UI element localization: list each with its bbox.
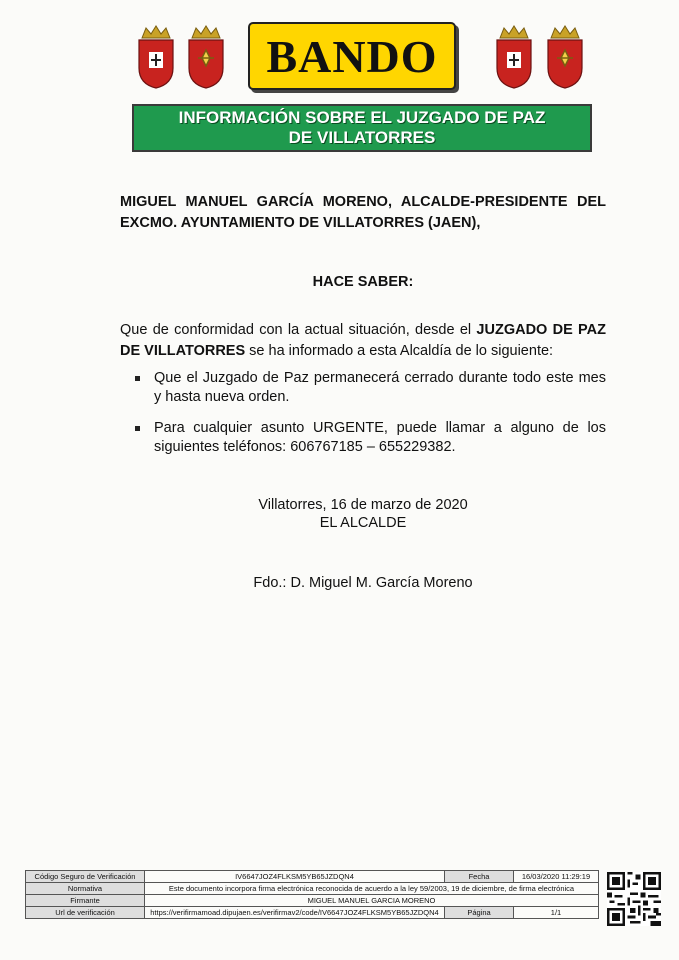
table-row (26, 871, 599, 883)
fecha-label: Fecha (445, 871, 514, 883)
place-date-block (120, 496, 606, 532)
author-line-2: EXCMO. AYUNTAMIENTO DE VILLATORRES (JAEN), (120, 215, 481, 231)
signature-line: Fdo.: D. Miguel M. García Moreno (253, 575, 473, 591)
coat-of-arms-icon (186, 24, 226, 90)
csv-value: IV6647JOZ4FLKSM5YB65JZDQN4 (145, 871, 445, 883)
normativa-label: Normativa (26, 883, 145, 895)
notice-list (120, 369, 606, 469)
firmante-value: MIGUEL MANUEL GARCIA MORENO (145, 895, 599, 907)
banner-line-2: DE VILLATORRES (288, 128, 436, 147)
intro-text: Que de conformidad con la actual situación, desde el (120, 322, 477, 338)
pagina-value: 1/1 (514, 907, 599, 919)
coat-of-arms-icon (545, 24, 585, 90)
bando-title: BANDO (266, 30, 438, 82)
csv-label: Código Seguro de Verificación (26, 871, 145, 883)
banner-line-1: INFORMACIÓN SOBRE EL JUZGADO DE PAZ (178, 108, 546, 127)
firmante-label: Firmante (26, 895, 145, 907)
intro-text-end: se ha informado a esta Alcaldía de lo siguiente: (245, 343, 554, 359)
verification-url[interactable]: https://verifirmamoad.dipujaen.es/verifirmav2/code/IV6647JOZ4FLKSM5YB65JZDQN4 (145, 907, 445, 919)
place-date: Villatorres, 16 de marzo de 2020 (258, 497, 468, 513)
author-line-1: MIGUEL MANUEL GARCÍA MORENO, ALCALDE-PRESIDENTE DEL (120, 194, 606, 210)
signer-role: EL ALCALDE (319, 515, 407, 531)
table-row (26, 883, 599, 895)
author-heading (120, 192, 606, 234)
bando-badge (248, 22, 456, 90)
intro-paragraph (120, 320, 606, 362)
hace-saber-heading: HACE SABER: (312, 274, 414, 290)
topic-banner (132, 104, 592, 152)
table-row (26, 907, 599, 919)
fecha-value: 16/03/2020 11:29:19 (514, 871, 599, 883)
coat-of-arms-icon (136, 24, 176, 90)
url-label: Url de verificación (26, 907, 145, 919)
normativa-value: Este documento incorpora firma electrónica reconocida de acuerdo a la ley 59/2003, 19 de diciembre, de firma electrónica (145, 883, 599, 895)
verification-table (25, 870, 599, 919)
list-item: Que el Juzgado de Paz permanecerá cerrado durante todo este mes y hasta nueva orden. (120, 369, 606, 407)
qr-code-icon (607, 872, 661, 926)
intro-bold-text: JUZGADO DE PAZ DE VILLATORRES (120, 322, 606, 359)
pagina-label: Página (445, 907, 514, 919)
banner-title (179, 108, 546, 148)
table-row (26, 895, 599, 907)
list-item: Para cualquier asunto URGENTE, puede llamar a alguno de los siguientes teléfonos: 606767185 – 655229382. (120, 419, 606, 457)
coat-of-arms-icon (494, 24, 534, 90)
